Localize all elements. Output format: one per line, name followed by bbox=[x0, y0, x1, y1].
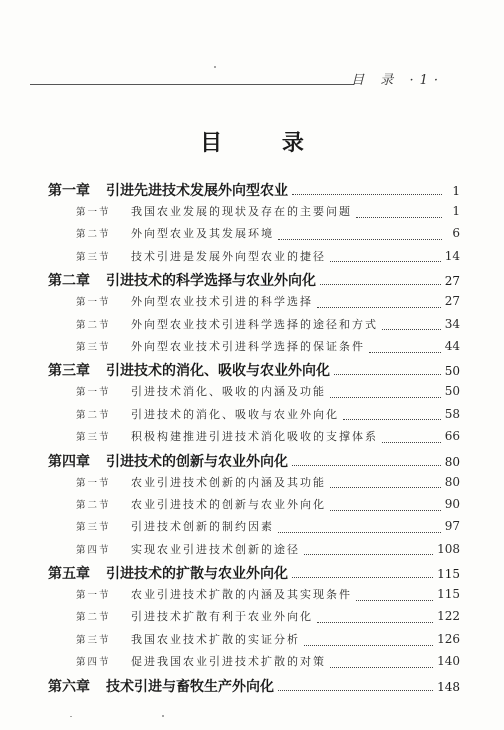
section-page-number: 115 bbox=[437, 587, 460, 602]
section-title: 农业引进技术创新的内涵及其功能 bbox=[131, 475, 326, 489]
dot-leader bbox=[356, 217, 442, 218]
toc-section-row bbox=[48, 586, 460, 608]
toc-chapter-row bbox=[48, 563, 460, 586]
scan-speck bbox=[70, 716, 72, 717]
toc-section-row bbox=[48, 474, 460, 496]
dot-leader bbox=[320, 284, 441, 285]
dot-leader bbox=[330, 667, 433, 668]
table-of-contents bbox=[48, 180, 460, 699]
scan-speck bbox=[162, 715, 164, 717]
section-number: 第三节 bbox=[76, 522, 111, 534]
section-page-number: 27 bbox=[444, 294, 460, 309]
section-number: 第一节 bbox=[76, 387, 111, 399]
chapter-title: 引进技术的消化、吸收与农业外向化 bbox=[106, 363, 330, 380]
running-head-text bbox=[351, 69, 444, 88]
section-number: 第二节 bbox=[76, 229, 111, 241]
section-number: 第三节 bbox=[76, 432, 111, 444]
toc-section-row bbox=[48, 248, 460, 270]
toc-section-row bbox=[48, 428, 460, 450]
chapter-page-number: 27 bbox=[444, 274, 460, 289]
section-title: 外向型农业技术引进科学选择的保证条件 bbox=[131, 339, 365, 353]
toc-section-row bbox=[48, 316, 460, 338]
section-number: 第一节 bbox=[76, 477, 111, 489]
dot-leader bbox=[304, 554, 433, 555]
dot-leader bbox=[330, 510, 441, 511]
running-head-page: ·1· bbox=[409, 73, 444, 88]
section-page-number: 6 bbox=[452, 226, 460, 241]
section-title: 促进我国农业引进技术扩散的对策 bbox=[131, 655, 326, 669]
chapter-title: 引进技术的扩散与农业外向化 bbox=[106, 566, 288, 583]
section-title: 引进技术创新的制约因素 bbox=[131, 520, 274, 534]
dot-leader bbox=[292, 465, 441, 466]
section-number: 第二节 bbox=[76, 499, 111, 511]
section-page-number: 50 bbox=[444, 384, 460, 399]
section-title: 农业引进技术的创新与农业外向化 bbox=[131, 497, 326, 511]
section-number: 第二节 bbox=[76, 319, 111, 331]
section-title: 我国农业技术扩散的实证分析 bbox=[131, 632, 300, 646]
chapter-number: 第四章 bbox=[48, 453, 90, 470]
dot-leader bbox=[356, 600, 433, 601]
dot-leader bbox=[369, 352, 441, 353]
section-title: 外向型农业及其发展环境 bbox=[131, 227, 274, 241]
section-page-number: 34 bbox=[444, 316, 460, 331]
section-title: 引进技术消化、吸收的内涵及功能 bbox=[131, 385, 326, 399]
section-page-number: 44 bbox=[444, 338, 460, 353]
section-title: 积极构建推进引进技术消化吸收的支撑体系 bbox=[131, 430, 378, 444]
section-number: 第四节 bbox=[76, 657, 111, 669]
dot-leader bbox=[330, 261, 441, 262]
dot-leader bbox=[317, 307, 441, 308]
chapter-number: 第三章 bbox=[48, 363, 90, 380]
section-page-number: 122 bbox=[437, 609, 460, 624]
section-page-number: 14 bbox=[444, 248, 460, 263]
toc-chapter-row bbox=[48, 180, 460, 203]
section-number: 第四节 bbox=[76, 544, 111, 556]
section-page-number: 80 bbox=[444, 474, 460, 489]
chapter-number: 第一章 bbox=[48, 183, 90, 199]
toc-section-row bbox=[48, 338, 460, 360]
dot-leader bbox=[317, 622, 433, 623]
running-head-title: 目 录 bbox=[351, 73, 400, 88]
toc-section-row bbox=[48, 496, 460, 518]
chapter-title: 引进技术的创新与农业外向化 bbox=[106, 453, 288, 470]
section-number: 第一节 bbox=[76, 207, 111, 218]
section-page-number: 108 bbox=[437, 541, 460, 556]
dot-leader bbox=[330, 487, 441, 488]
dot-leader bbox=[343, 419, 441, 420]
chapter-page-number: 80 bbox=[444, 454, 460, 469]
chapter-page-number: 50 bbox=[444, 364, 460, 379]
scan-speck bbox=[214, 66, 216, 68]
section-page-number: 97 bbox=[444, 519, 460, 534]
page-title: 目 录 bbox=[200, 130, 330, 156]
dot-leader bbox=[292, 194, 442, 195]
chapter-title: 引进技术的科学选择与农业外向化 bbox=[106, 273, 316, 290]
chapter-title: 引进先进技术发展外向型农业 bbox=[106, 183, 288, 199]
section-title: 引进技术扩散有利于农业外向化 bbox=[131, 610, 313, 624]
section-title: 技术引进是发展外向型农业的捷径 bbox=[131, 249, 326, 263]
dot-leader bbox=[304, 645, 433, 646]
toc-section-row bbox=[48, 608, 460, 630]
section-title: 我国农业发展的现状及存在的主要问题 bbox=[131, 205, 352, 218]
toc-chapter-row bbox=[48, 451, 460, 474]
dot-leader bbox=[292, 577, 433, 578]
chapter-page-number: 115 bbox=[437, 567, 460, 582]
section-title: 外向型农业技术引进的科学选择 bbox=[131, 295, 313, 309]
dot-leader bbox=[382, 329, 441, 330]
section-number: 第三节 bbox=[76, 251, 111, 263]
chapter-page-number: 148 bbox=[437, 679, 460, 694]
dot-leader bbox=[278, 690, 433, 691]
chapter-title: 技术引进与畜牧生产外向化 bbox=[106, 678, 274, 695]
section-page-number: 140 bbox=[437, 654, 460, 669]
section-title: 实现农业引进技术创新的途径 bbox=[131, 542, 300, 556]
section-page-number: 90 bbox=[444, 496, 460, 511]
toc-section-row bbox=[48, 293, 460, 315]
section-title: 引进技术的消化、吸收与农业外向化 bbox=[131, 407, 339, 421]
toc-section-row bbox=[48, 541, 460, 563]
section-number: 第二节 bbox=[76, 409, 111, 421]
section-title: 外向型农业技术引进科学选择的途径和方式 bbox=[131, 317, 378, 331]
section-number: 第一节 bbox=[76, 590, 111, 602]
section-page-number: 58 bbox=[444, 406, 460, 421]
toc-chapter-row bbox=[48, 360, 460, 383]
dot-leader bbox=[334, 374, 441, 375]
toc-chapter-row bbox=[48, 270, 460, 293]
dot-leader bbox=[278, 532, 441, 533]
chapter-page-number: 1 bbox=[452, 184, 460, 198]
chapter-number: 第六章 bbox=[48, 678, 90, 695]
toc-section-row bbox=[48, 406, 460, 428]
toc-section-row bbox=[48, 225, 460, 247]
section-number: 第三节 bbox=[76, 341, 111, 353]
dot-leader bbox=[382, 442, 441, 443]
section-number: 第二节 bbox=[76, 612, 111, 624]
section-title: 农业引进技术扩散的内涵及其实现条件 bbox=[131, 588, 352, 602]
chapter-number: 第二章 bbox=[48, 273, 90, 290]
chapter-number: 第五章 bbox=[48, 566, 90, 583]
section-number: 第一节 bbox=[76, 297, 111, 309]
section-page-number: 1 bbox=[452, 204, 460, 218]
section-page-number: 66 bbox=[444, 429, 460, 444]
header-rule bbox=[30, 84, 354, 85]
toc-section-row bbox=[48, 653, 460, 675]
toc-section-row bbox=[48, 383, 460, 405]
toc-section-row bbox=[48, 518, 460, 540]
section-number: 第三节 bbox=[76, 634, 111, 646]
section-page-number: 126 bbox=[437, 631, 460, 646]
toc-chapter-row bbox=[48, 676, 460, 699]
toc-section-row bbox=[48, 631, 460, 653]
running-head bbox=[30, 64, 450, 88]
dot-leader bbox=[330, 397, 441, 398]
dot-leader bbox=[278, 239, 442, 240]
toc-section-row bbox=[48, 203, 460, 225]
